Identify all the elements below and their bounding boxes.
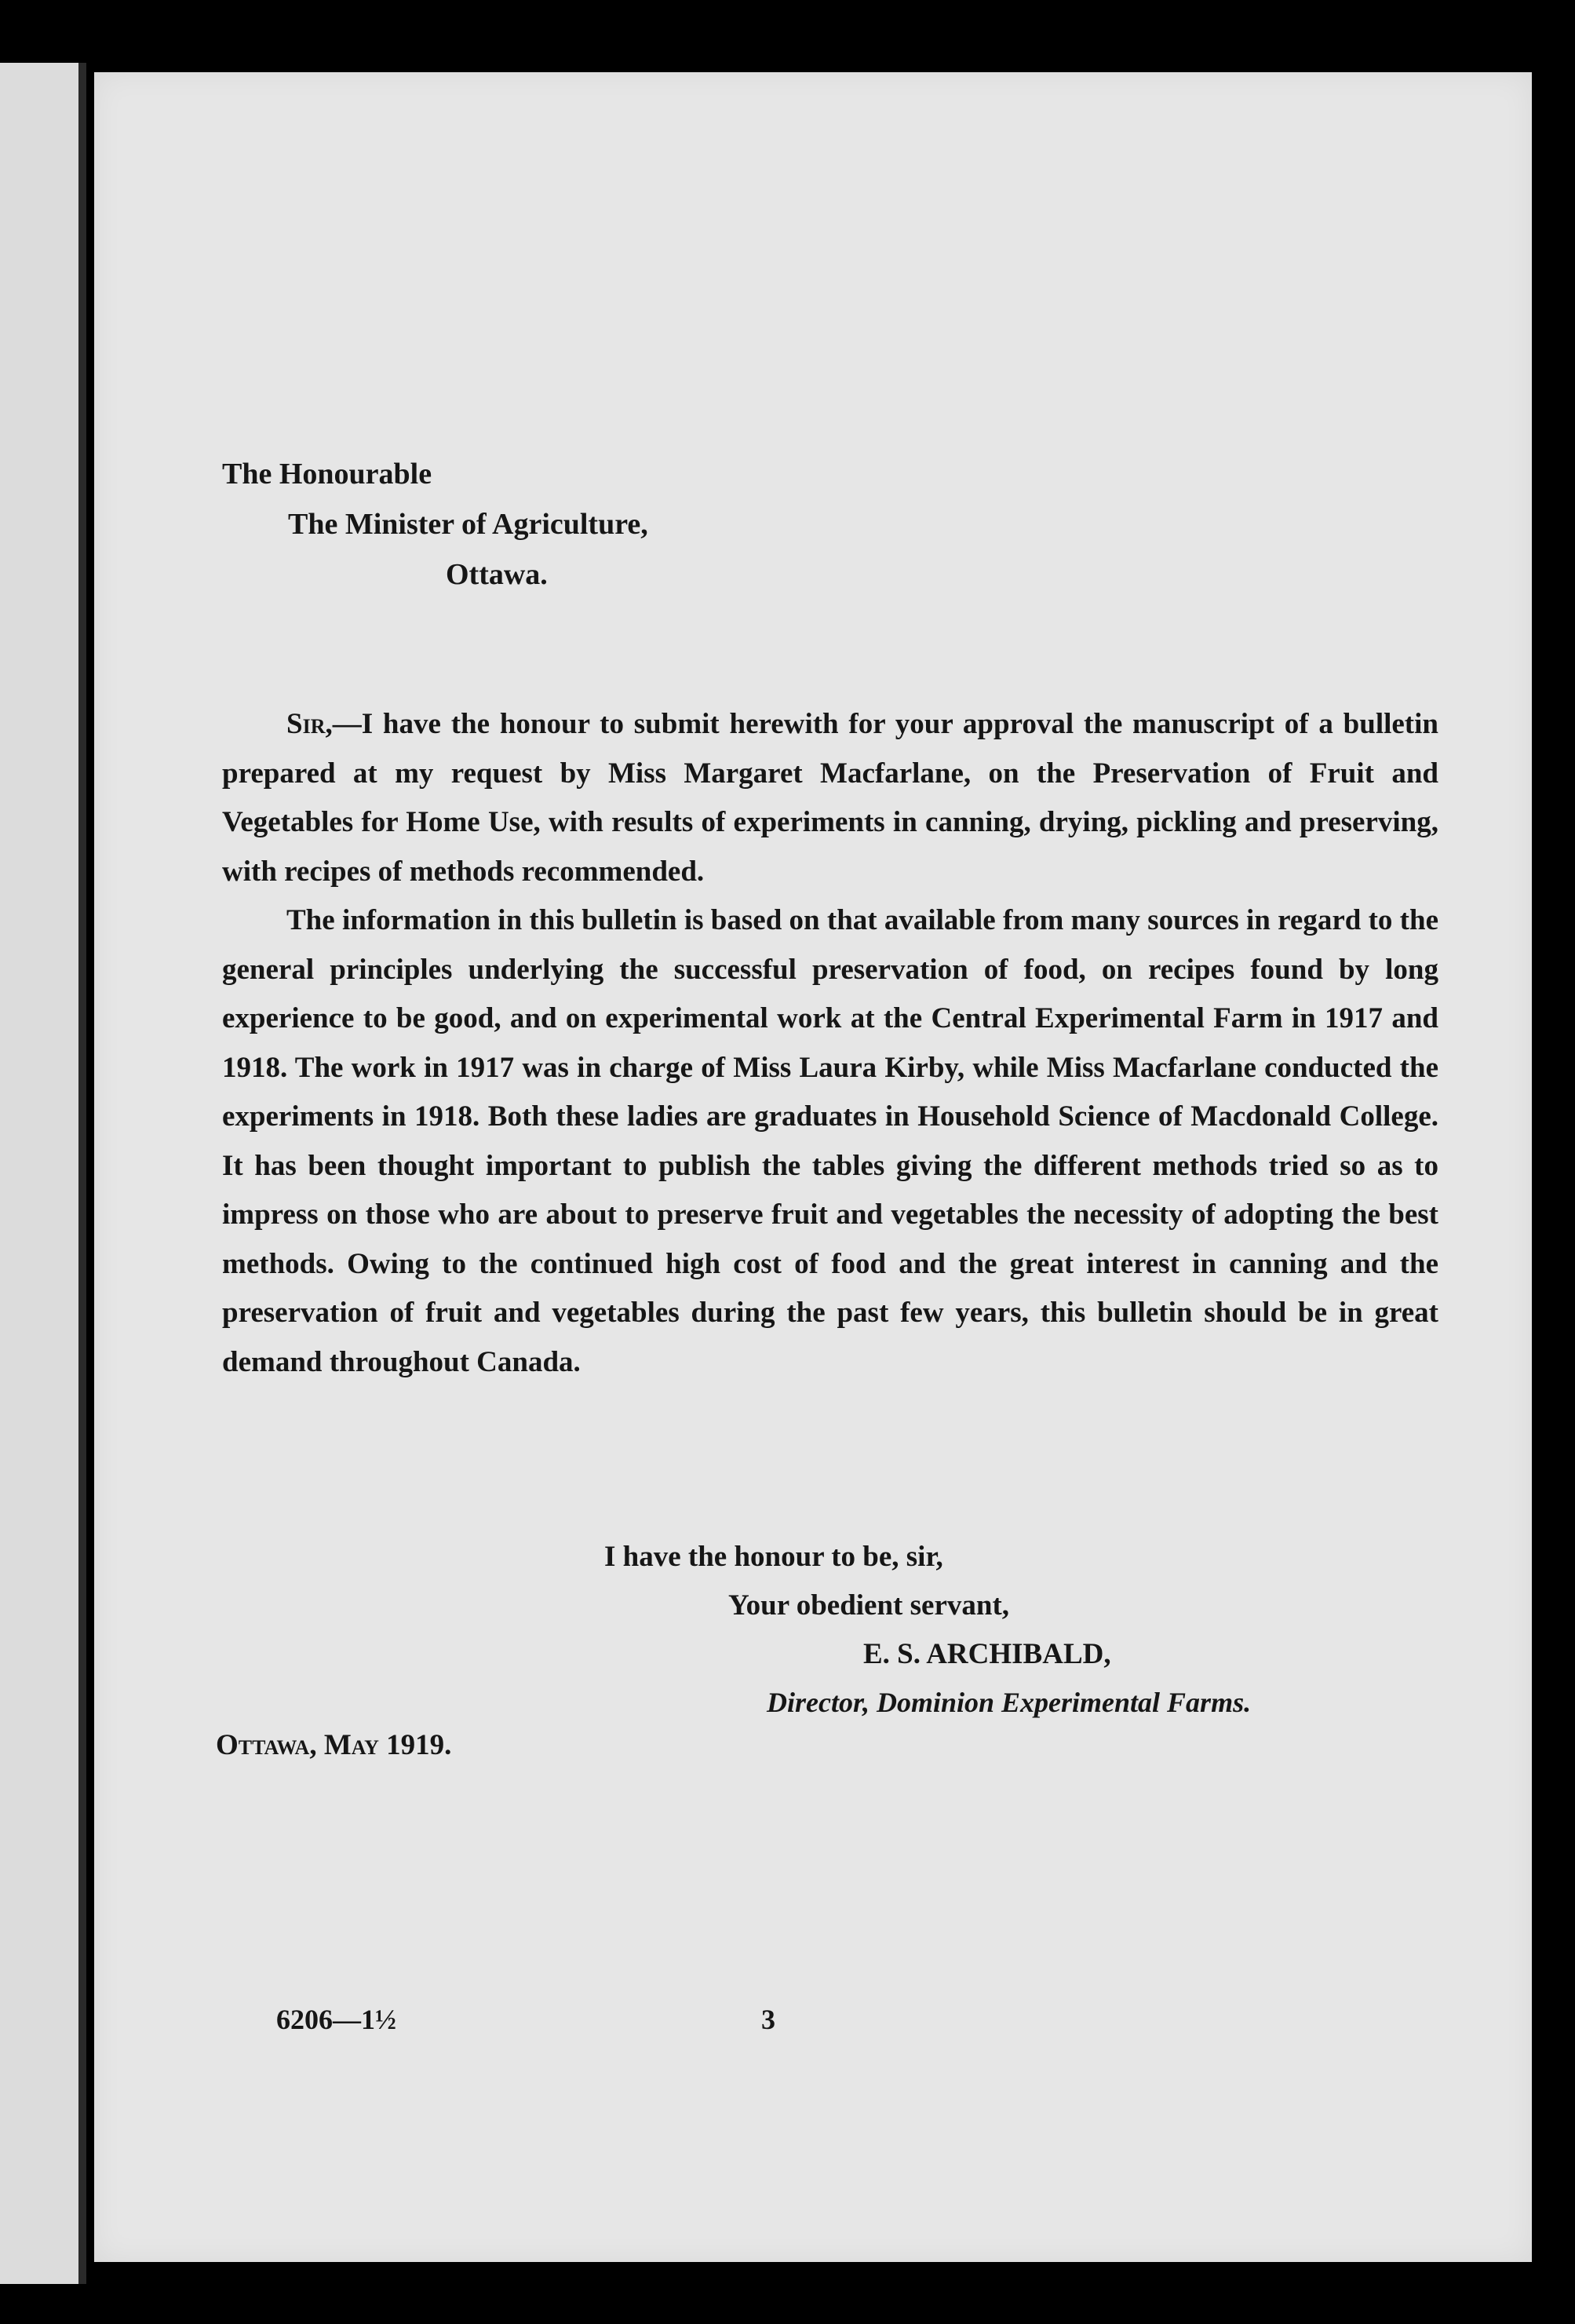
signature-title: Director, Dominion Experimental Farms. bbox=[767, 1687, 1252, 1718]
dateline: Ottawa, May 1919. bbox=[216, 1729, 452, 1761]
print-code: 6206—1½ bbox=[276, 2004, 396, 2035]
document-page bbox=[94, 72, 1532, 2262]
paragraph-1-text: —I have the honour to submit herewith for your approval the manuscript of a bulletin prepared at my request by Miss Margaret Macfarlane, on the Preservation of Fruit and Vegetables for Home Use, with results of experiments in canning, drying, pickling and preserving, with recipes of methods recommended. bbox=[222, 708, 1438, 888]
page-number: 3 bbox=[761, 2004, 775, 2035]
address-line-1: The Honourable bbox=[222, 458, 432, 491]
address-line-2: The Minister of Agriculture, bbox=[288, 508, 648, 541]
address-line-3: Ottawa. bbox=[446, 558, 548, 591]
facing-page-edge bbox=[0, 63, 86, 2284]
paragraph-1 bbox=[222, 700, 1438, 896]
paragraph-2: The information in this bulletin is based on that available from many sources in regard to the general principles underlying the successful preservation of food, on recipes found by long experience to be good, and on experimental work at the Central Experimental Farm in 1917 and 1918. The work in 1917 was in charge of Miss Laura Kirby, while Miss Macfarlane conducted the experiments in 1918. Both these ladies are graduates in Household Science of Macdonald College. It has been thought important to publish the tables giving the different methods tried so as to impress on those who are about to preserve fruit and vegetables the necessity of adopting the best methods. Owing to the continued high cost of food and the great interest in canning and the preservation of fruit and vegetables during the past few years, this bulletin should be in great demand throughout Canada. bbox=[222, 904, 1438, 1378]
signature-name: E. S. ARCHIBALD, bbox=[863, 1638, 1111, 1670]
closing-line-2: Your obedient servant, bbox=[728, 1589, 1010, 1622]
salutation: Sir, bbox=[286, 708, 333, 740]
closing-line-1: I have the honour to be, sir, bbox=[604, 1541, 943, 1573]
letter-body bbox=[222, 700, 1438, 1387]
